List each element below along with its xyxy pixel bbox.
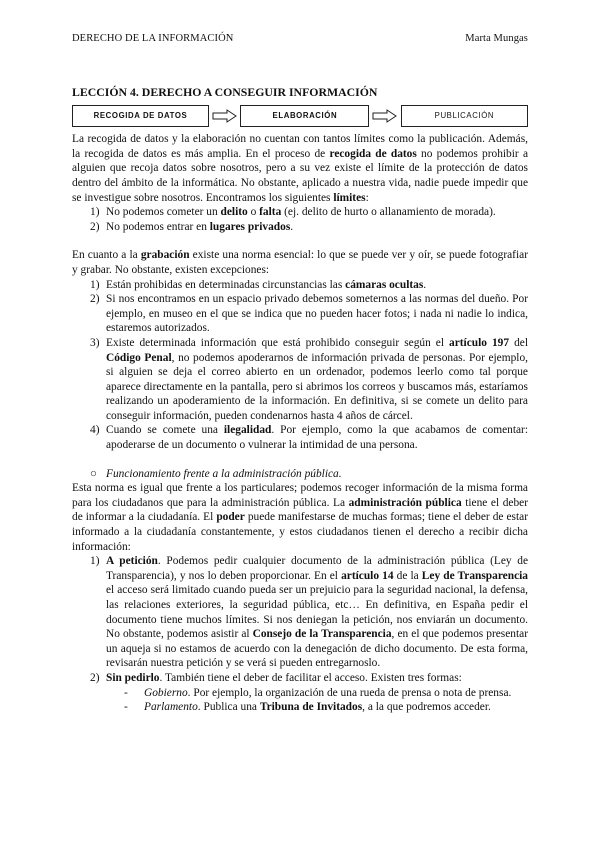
list-item: 3) Existe determinada información que está prohibido conseguir según el artículo 197 del Código Penal, no podemos apoderarnos de información privada de personas. Por ejemplo, si alguien se deja el correo abierto en un ordenador, podemos leerlo como tal porque aparece directamente en la pantalla, pero si abrimos los correos y buscamos más, estaríamos realizando un apoderamiento de la información. En definitiva, si se comete un delito para conseguir información, pueden condenarnos hasta 4 años de cárcel. <box>90 336 528 422</box>
access-forms-list <box>72 554 528 685</box>
paragraph-administracion: Esta norma es igual que frente a los particulares; podemos recoger información de la misma forma para los ciudadanos que para la administración pública. La administración pública tiene el deber de informar a la ciudadanía. El poder puede manifestarse de muchas formas; tiene el deber de estar informado a la ciudadanía constantemente, y estos ciudadanos tienen el derecho a recibir dicha información: <box>72 482 528 553</box>
header-course: DERECHO DE LA INFORMACIÓN <box>72 33 234 44</box>
header-author: Marta Mungas <box>465 33 528 44</box>
page-header <box>72 32 528 47</box>
right-arrow-icon <box>209 106 240 126</box>
dash-list <box>72 686 528 715</box>
flow-step-elaboracion: ELABORACIÓN <box>240 105 369 127</box>
right-arrow-icon <box>369 106 400 126</box>
limits-list <box>72 205 528 234</box>
list-item: 2) Si nos encontramos en un espacio privado debemos someternos a las normas del dueño. Por ejemplo, en museo en el que se indica que no pueden hacer fotos; i nada ni nadie lo indica, estaremos autorizados. <box>90 293 528 335</box>
document-page <box>72 32 528 715</box>
list-item: 4) Cuando se comete una ilegalidad. Por ejemplo, como la que acabamos de comentar: apoderarse de un documento o vulnerar la intimidad de una persona. <box>90 424 528 452</box>
process-flow-diagram <box>72 104 528 128</box>
paragraph-recogida: La recogida de datos y la elaboración no cuentan con tantos límites como la publicación. Además, la recogida de datos es más amplia. En el proceso de recogida de datos no podemos prohibir a alguien que recoja datos sobre nosotros, pero a su vez existe el límite de la protección de datos dentro del ámbito de la informática. No obstante, aplicado a nuestra vida, nadie puede impedir que se investigue sobre nosotros. Encontramos los siguientes límites: <box>72 133 528 204</box>
circle-bullet-icon: ○ <box>90 467 97 480</box>
paragraph-grabacion: En cuanto a la grabación existe una norma esencial: lo que se puede ver y oír, se puede fotografiar y grabar. No obstante, existen excepciones: <box>72 249 528 276</box>
list-item: 1) No podemos cometer un delito o falta (ej. delito de hurto o allanamiento de morada). <box>90 206 496 219</box>
list-item: 1) A petición. Podemos pedir cualquier documento de la administración pública (Ley de Transparencia), y nos lo deben proporcionar. En el artículo 14 de la Ley de Transparencia el acceso será limitado cuando pueda ser un prejuicio para la seguridad nacional, la defensa, las relaciones exteriores, la seguridad pública, etc… En definitiva, en España pedir el documento tiene muchos límites. Si nos deniegan la petición, nos enviarán un documento. No obstante, podemos asistir al Consejo de la Transparencia, en el que podemos presentar un aqueja si no estamos de acuerdo con la denegación de dicho documento. De esta forma, revisarán nuestra petición y se verá si pueden entregarnoslo. <box>90 555 529 670</box>
section-subheading <box>72 467 528 482</box>
list-item: 1) Están prohibidas en determinadas circunstancias las cámaras ocultas. <box>90 278 427 291</box>
exceptions-list <box>72 278 528 453</box>
list-item: 2) Sin pedirlo. También tiene el deber de facilitar el acceso. Existen tres formas: <box>90 671 462 684</box>
lesson-title: LECCIÓN 4. DERECHO A CONSEGUIR INFORMACIÓN <box>72 84 378 99</box>
subheading-text: Funcionamiento frente a la administración pública. <box>106 467 342 480</box>
list-item: 2) No podemos entrar en lugares privados. <box>90 220 294 233</box>
flow-step-recogida: RECOGIDA DE DATOS <box>72 105 209 127</box>
flow-step-publicacion: PUBLICACIÓN <box>401 105 528 127</box>
list-item: - Gobierno. Por ejemplo, la organización de una rueda de prensa o nota de prensa. <box>124 686 512 699</box>
list-item: - Parlamento. Publica una Tribuna de Invitados, a la que podremos acceder. <box>124 701 491 714</box>
